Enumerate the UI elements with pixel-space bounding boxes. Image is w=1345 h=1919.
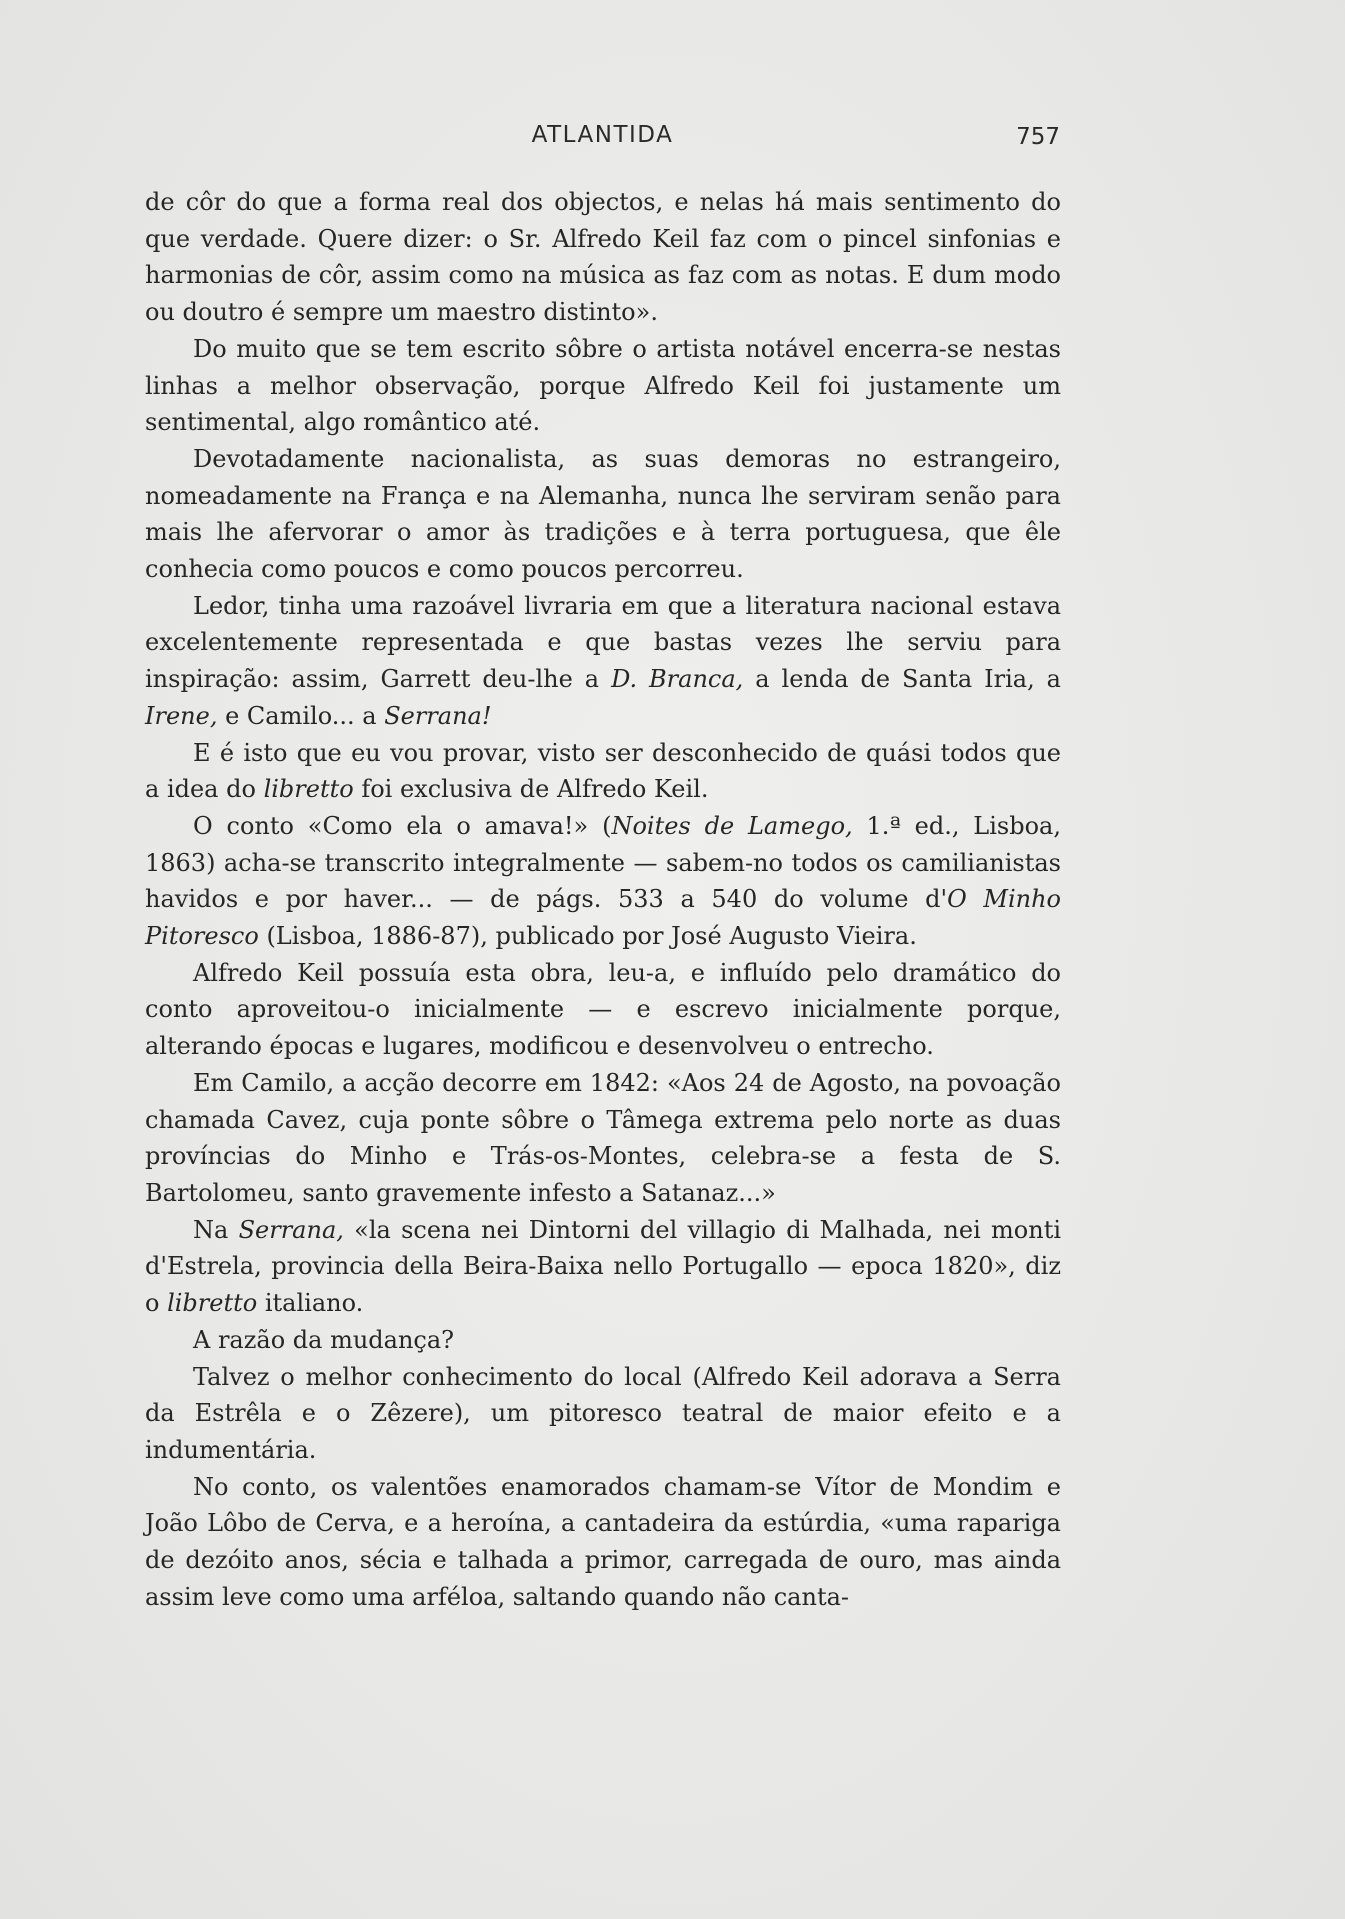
running-title: ATLANTIDA (531, 122, 674, 148)
text-run: Devotadamente nacionalista, as suas demoras no estrangeiro, nomeadamente na França e na Alemanha, nunca lhe serviram senão para mais lhe afervorar o amor às tradições e à terra portuguesa, que êle conhecia como poucos e como poucos percorreu. (145, 444, 1061, 584)
paragraph (145, 1065, 1061, 1212)
paragraph (145, 808, 1061, 955)
text-run: Na (193, 1215, 239, 1244)
italic-text: Serrana! (384, 701, 492, 730)
italic-text: Irene, (145, 701, 218, 730)
text-run: Talvez o melhor conhecimento do local (Alfredo Keil adorava a Serra da Estrêla e o Zêzere), um pitoresco teatral de maior efeito e a indumentária. (145, 1362, 1061, 1464)
italic-text: O Minho Pitoresco (145, 885, 1062, 951)
text-run: Alfredo Keil possuía esta obra, leu-a, e influído pelo dramático do conto aproveitou-o inicialmente — e escrevo inicialmente porque, alterando épocas e lugares, modificou e desenvolveu o entrecho. (145, 958, 1061, 1061)
text-run: 1.ª ed., Lisboa, 1863) acha-se transcrito integralmente — sabem-no todos os camilianistas havidos e por haver... — de págs. 533 a 540 do volume d' (145, 811, 1061, 914)
text-run: Do muito que se tem escrito sôbre o artista notável encerra-se nestas linhas a melhor observação, porque Alfredo Keil foi justamente um sentimental, algo romântico até. (145, 334, 1061, 437)
paragraph (145, 184, 1061, 331)
paragraph (145, 1212, 1061, 1322)
paragraph (145, 1322, 1061, 1359)
body-text (145, 184, 1061, 1615)
italic-text: D. Branca, (611, 665, 744, 694)
paragraph (145, 331, 1061, 441)
text-run: de côr do que a forma real dos objectos, e nelas há mais sentimento do que verdade. Quere dizer: o Sr. Alfredo Keil faz com o pincel sinfonias e harmonias de côr, assim como na música as faz com as notas. E dum modo ou doutro é sempre um maestro distinto». (145, 188, 1061, 327)
paragraph (145, 955, 1061, 1065)
italic-text: Noites de Lamego, (611, 811, 853, 840)
paragraph (145, 588, 1061, 735)
italic-text: libretto (167, 1289, 258, 1318)
text-run: e Camilo... a (217, 701, 385, 730)
text-run: A razão da mudança? (193, 1325, 455, 1354)
paragraph (145, 735, 1061, 808)
text-run: E é isto que eu vou provar, visto ser desconhecido de quási todos que a idea do (145, 738, 1061, 804)
italic-text: libretto (263, 775, 354, 804)
paragraph (145, 441, 1061, 588)
text-run: a lenda de Santa Iria, a (743, 665, 1061, 694)
text-run: O conto «Como ela o amava!» ( (193, 811, 612, 840)
text-run: italiano. (257, 1289, 364, 1318)
page-header (145, 122, 1060, 162)
text-run: «la scena nei Dintorni del villagio di Malhada, nei monti d'Estrela, provincia della Beira-Baixa nello Portugallo — epoca 1820», diz o (145, 1215, 1062, 1318)
paragraph (145, 1359, 1061, 1469)
italic-text: Serrana, (238, 1215, 344, 1244)
page-number: 757 (1016, 124, 1060, 150)
text-run: foi exclusiva de Alfredo Keil. (353, 775, 709, 804)
text-run: Em Camilo, a acção decorre em 1842: «Aos 24 de Agosto, na povoação chamada Cavez, cuja ponte sôbre o Tâmega extrema pelo norte as duas províncias do Minho e Trás-os-Montes, celebra-se a festa de S. Bartolomeu, santo gravemente infesto a Satanaz...» (145, 1068, 1061, 1207)
text-run: Ledor, tinha uma razoável livraria em que a literatura nacional estava excelentemente representada e que bastas vezes lhe serviu para inspiração: assim, Garrett deu-lhe a (145, 591, 1061, 694)
paragraph (145, 1469, 1061, 1616)
text-run: (Lisboa, 1886-87), publicado por José Augusto Vieira. (258, 922, 917, 951)
text-run: No conto, os valentões enamorados chamam-se Vítor de Mondim e João Lôbo de Cerva, e a heroína, a cantadeira da estúrdia, «uma rapariga de dezóito anos, sécia e talhada a primor, carregada de ouro, mas ainda assim leve como uma arféloa, saltando quando não canta- (145, 1472, 1061, 1611)
